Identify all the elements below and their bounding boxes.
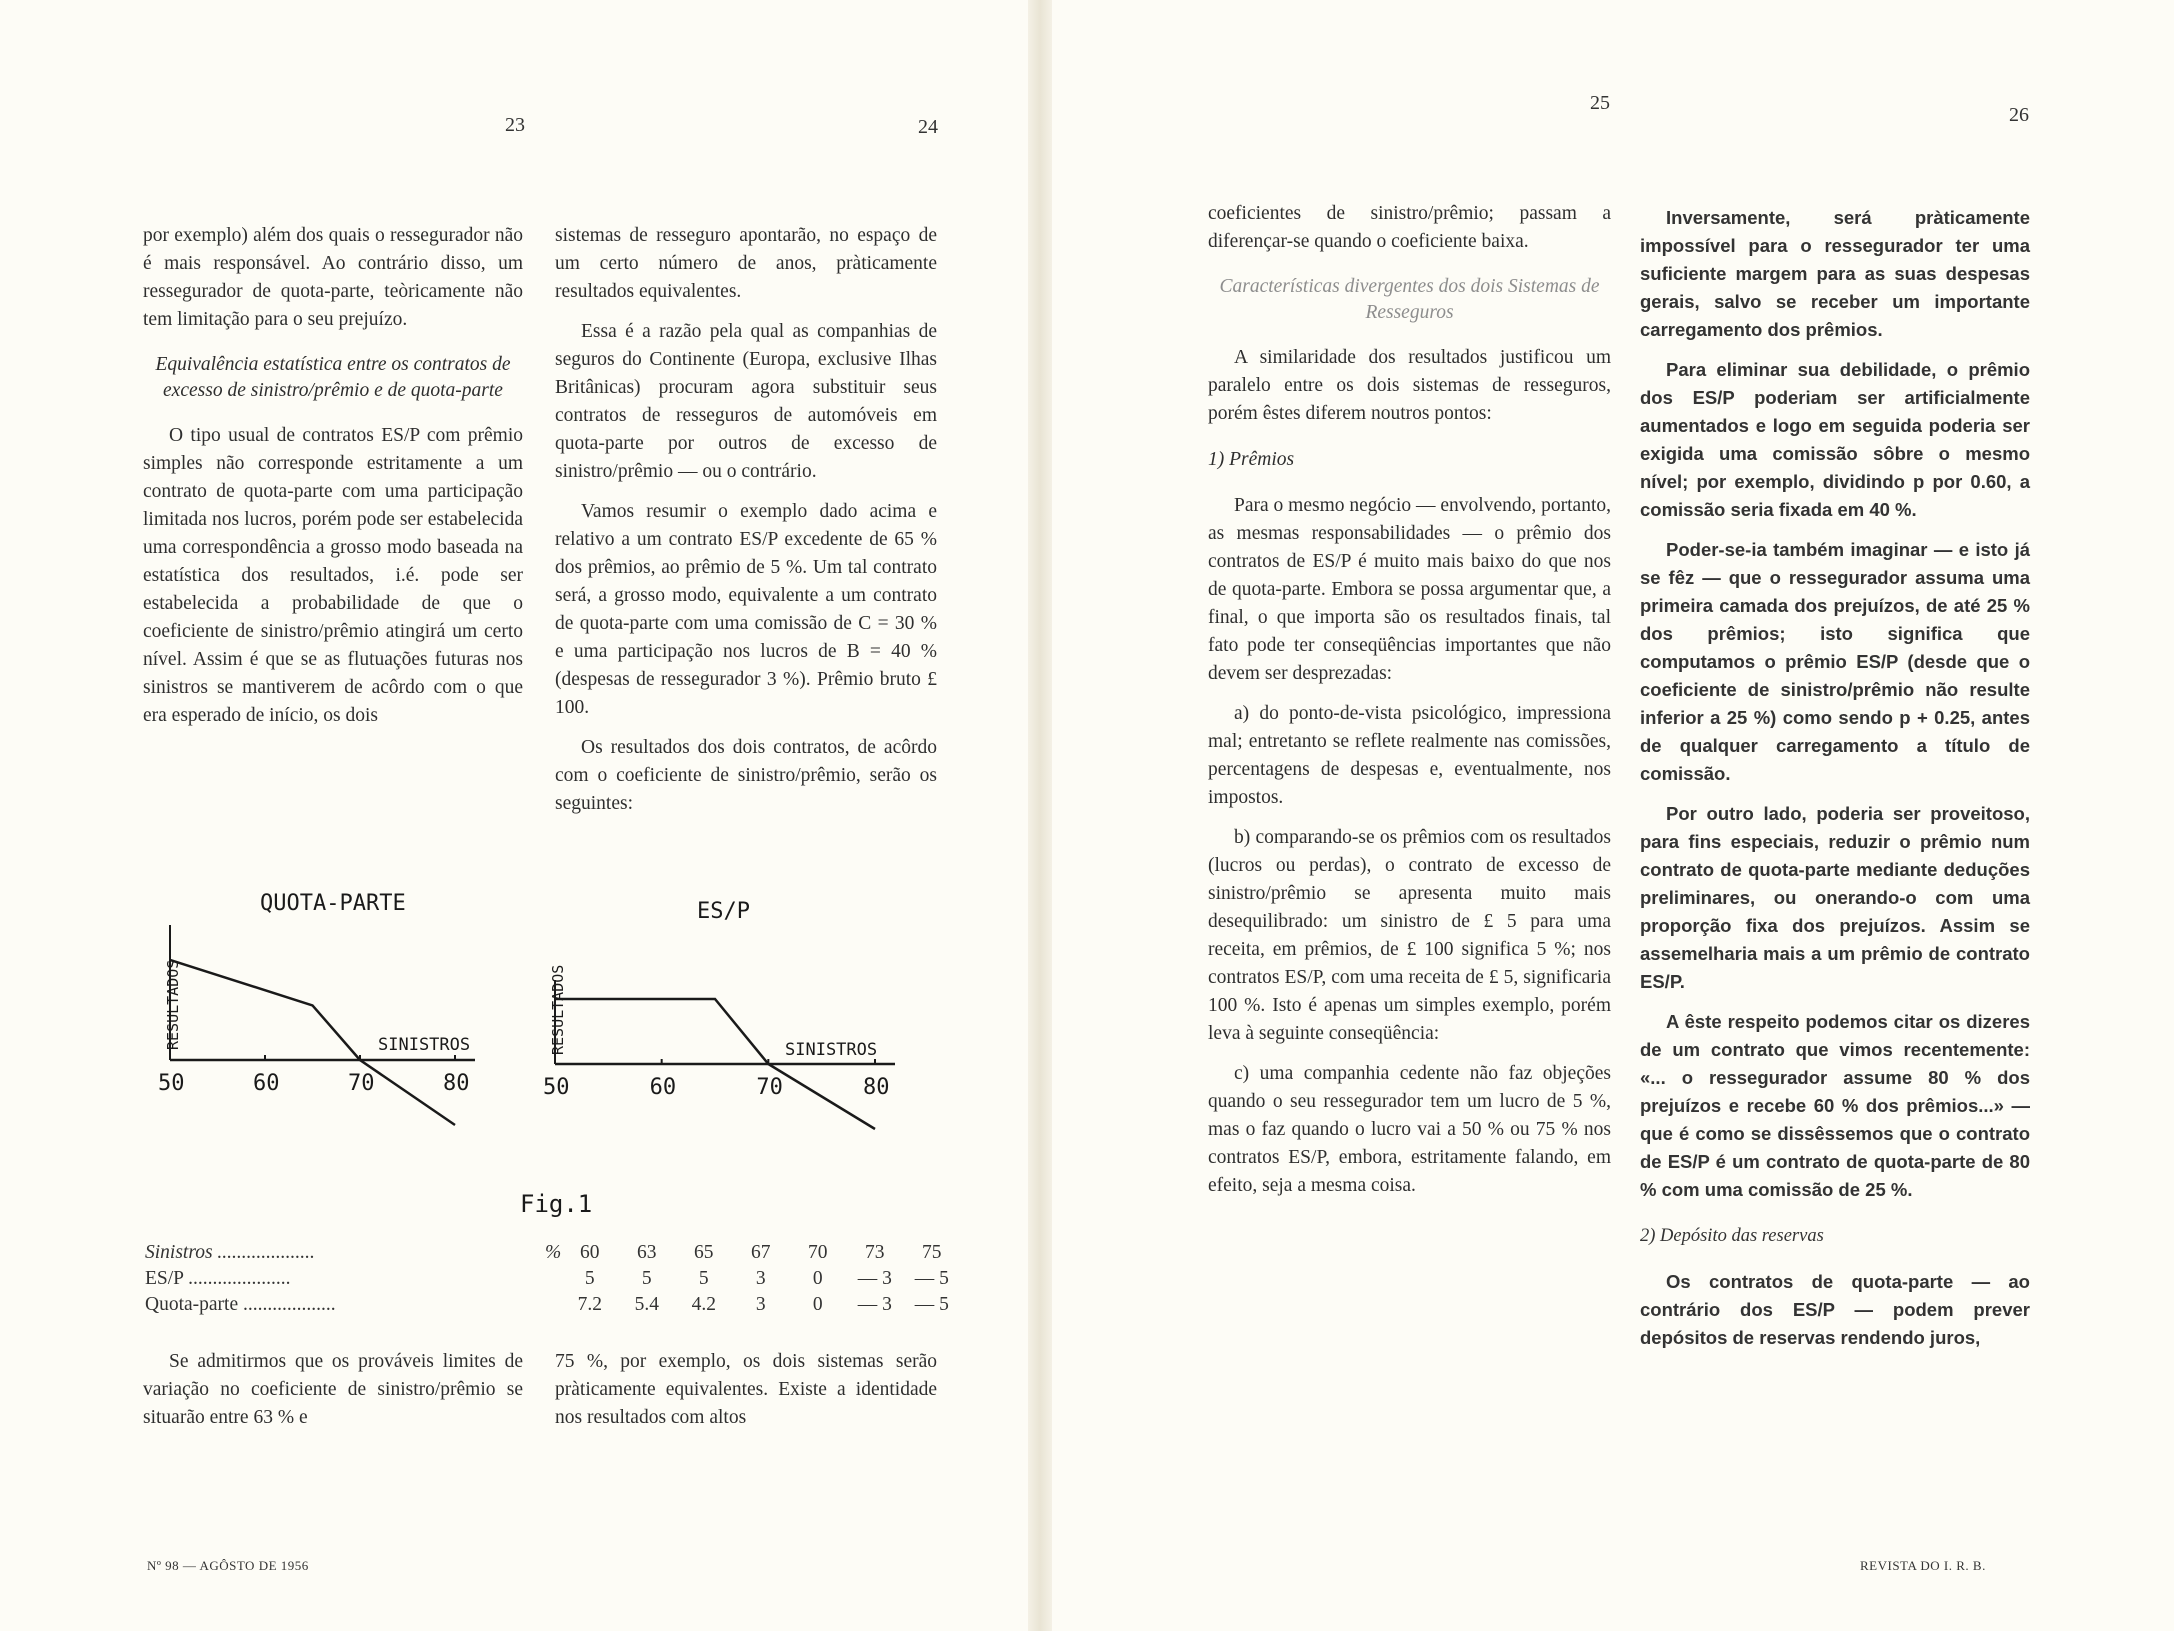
left-tick-label: 50 — [158, 1071, 185, 1096]
page-24-paragraph-4: Os resultados dos dois contratos, de acôrdo com o coeficiente de sinistro/prêmio, serão os seguintes: — [555, 737, 937, 814]
page-25-paragraph-3: Para o mesmo negócio — envolvendo, portanto, as mesmas responsabilidades — o prêmio dos contratos de ES/P é muito mais baixo do que nos de quota-parte. Embora se possa argumentar que, a final, o que importa são os resultados finais, tal fato pode ter conseqüências importantes que não devem ser desprezadas: — [1208, 495, 1611, 684]
page-25-item-c: c) uma companhia cedente não faz objeções quando o seu ressegurador tem um lucro de 5 %, mas o faz quando o lucro vai a 50 % ou 75 % nos contratos ES/P, embora, estritamente falando, em efeito, seja a mesma coisa. — [1208, 1063, 1611, 1196]
page-number-23: 23 — [505, 114, 525, 136]
page-25-subheading-premios: 1) Prêmios — [1208, 449, 1295, 470]
table-cell: 3 — [755, 1294, 766, 1315]
page-23-paragraph-2: O tipo usual de contratos ES/P com prêmio simples não corresponde estritamente a um contrato de quota-parte com uma participação limitada nos lucros, porém pode ser estabelecida uma correspondência a grosso modo baseada na estatística dos resultados, i.é. pode ser estabelecida a probabilidade de que o coeficiente de sinistro/prêmio atingirá um certo nível. Assim é que se as flutuações futuras nos sinistros se mantiverem de acôrdo com o que era esperado de início, os dois — [143, 425, 523, 726]
page-23-bottom — [143, 1348, 523, 1444]
page-25-paragraph-1: coeficientes de sinistro/prêmio; passam a diferençar-se quando o coeficiente baixa. — [1208, 203, 1611, 252]
table-row-unit: % — [545, 1242, 562, 1263]
right-tick-label: 50 — [543, 1075, 570, 1100]
footer-left: Nº 98 — AGÔSTO DE 1956 — [147, 1558, 309, 1573]
page-24-bottom-paragraph: 75 %, por exemplo, os dois sistemas serão pràticamente equivalentes. Existe a identidade nos resultados com altos — [555, 1351, 937, 1428]
left-chart-title: QUOTA-PARTE — [260, 891, 406, 916]
left-tick-label: 70 — [348, 1071, 375, 1096]
table-cell: — 3 — [857, 1268, 892, 1289]
page-26-paragraph-6: Os contratos de quota-parte — ao contrário dos ES/P — podem prever depósitos de reservas rendendo juros, — [1640, 1271, 2030, 1348]
table-cell: 70 — [808, 1242, 828, 1263]
table-cell: 0 — [812, 1294, 823, 1315]
page-26-paragraph-3: Poder-se-ia também imaginar — e isto já se fêz — que o ressegurador assuma uma primeira camada dos prejuízos, de até 25 % dos prêmios; isto significa que computamos o prêmio ES/P (desde que o coeficiente de sinistro/prêmio não resulte inferior a 25 %) como sendo p + 0.25, antes de qualquer carregamento a título de comissão. — [1640, 539, 2030, 784]
table-cell: 4.2 — [691, 1294, 716, 1315]
table-cell: 73 — [865, 1242, 885, 1263]
page-23-column — [143, 222, 523, 742]
table-row-label: ES/P ..................... — [145, 1268, 291, 1289]
page-24-bottom — [555, 1348, 937, 1444]
table-cell: — 5 — [914, 1294, 949, 1315]
page-24-paragraph-3: Vamos resumir o exemplo dado acima e relativo a um contrato ES/P excedente de 65 % dos prêmios, ao prêmio de 5 %. Um tal contrato será, a grosso modo, equivalente a um contrato de quota-parte com uma comissão de C = 30 % e uma participação nos lucros de B = 40 % (despesas de ressegurador 3 %). Prêmio bruto £ 100. — [555, 501, 937, 718]
left-tick-label: 60 — [253, 1071, 280, 1096]
table-cell: 67 — [751, 1242, 771, 1263]
page-26-paragraph-1: Inversamente, será pràticamente impossível para o ressegurador ter uma suficiente margem para as suas despesas gerais, salvo se receber um importante carregamento dos prêmios. — [1640, 207, 2030, 340]
figure-1-svg — [130, 880, 950, 1200]
table-row — [145, 1240, 960, 1266]
table-cell: 65 — [694, 1242, 714, 1263]
table-cell: 5 — [698, 1268, 709, 1289]
table-cell: — 3 — [857, 1294, 892, 1315]
right-tick-label: 80 — [863, 1075, 890, 1100]
table-cell: 5 — [584, 1268, 595, 1289]
binding-gutter — [1028, 0, 1052, 1631]
left-xlabel: SINISTROS — [378, 1035, 471, 1055]
table-cell: 0 — [812, 1268, 823, 1289]
right-tick-label: 60 — [649, 1075, 677, 1100]
page-25-item-a: a) do ponto-de-vista psicológico, impressiona mal; entretanto se reflete realmente nas comissões, percentagens de despesas e, eventualmente, nos impostos. — [1208, 703, 1611, 808]
page-23-heading: Equivalência estatística entre os contratos de excesso de sinistro/prêmio e de quota-parte — [155, 354, 511, 401]
table-row-unit — [545, 1292, 561, 1318]
table-cell: 60 — [580, 1242, 600, 1263]
page-24-paragraph-2: Essa é a razão pela qual as companhias de seguros do Continente (Europa, exclusive Ilhas Britânicas) procuram agora substituir seus contratos de resseguros de automóveis em quota-parte por outros de excesso de sinistro/prêmio — ou o contrário. — [555, 321, 937, 482]
table-cell: 75 — [922, 1242, 942, 1263]
left-ylabel: RESULTADOS — [164, 959, 182, 1050]
table-cell: 7.2 — [577, 1294, 602, 1315]
page-26-paragraph-2: Para eliminar sua debilidade, o prêmio dos ES/P poderiam ser artificialmente aumentados e logo em seguida poderia ser exigida uma comissão sôbre o mesmo nível; por exemplo, dividindo p por 0.60, a comissão seria fixada em 40 %. — [1640, 359, 2030, 520]
page-26-column — [1640, 204, 2030, 1364]
page-25-heading: Características divergentes dos dois Sistemas de Resseguros — [1219, 276, 1600, 323]
table-row-label: Quota-parte ................... — [145, 1294, 336, 1315]
page-23-bottom-paragraph: Se admitirmos que os prováveis limites de variação no coeficiente de sinistro/prêmio se situarão entre 63 % e — [143, 1351, 523, 1428]
page-23-paragraph-1: por exemplo) além dos quais o ressegurador não é mais responsável. Ao contrário disso, um ressegurador de quota-parte, teòricamente não tem limitação para o seu prejuízo. — [143, 225, 523, 330]
table-cell: 5.4 — [634, 1294, 659, 1315]
table-row — [145, 1266, 960, 1292]
figure-1 — [130, 880, 950, 1200]
right-tick-label: 70 — [756, 1075, 783, 1100]
table-row — [145, 1292, 960, 1318]
page-25-item-b: b) comparando-se os prêmios com os resultados (lucros ou perdas), o contrato de excesso de sinistro/prêmio se apresenta muito mais desequilibrado: um sinistro de £ 5 para uma receita, em prêmios, de £ 100 significa 5 %; nos contratos ES/P, com uma receita de £ 5, significaria 100 %. Isto é apenas um simples exemplo, porém leva à seguinte conseqüência: — [1208, 827, 1611, 1044]
table-cell: 63 — [637, 1242, 657, 1263]
page-26-paragraph-5: A êste respeito podemos citar os dizeres de um contrato que vimos recentemente: «... o ressegurador assume 80 % dos prejuízos e recebe 60 % dos prêmios...» — que é como se dissêssemos que o contrato de ES/P é um contrato de quota-parte de 80 % com uma comissão de 25 %. — [1640, 1011, 2030, 1200]
page-number-24: 24 — [918, 116, 938, 138]
left-tick-label: 80 — [443, 1071, 470, 1096]
page-number-26: 26 — [2009, 104, 2029, 126]
right-xlabel: SINISTROS — [785, 1040, 878, 1060]
table-cell: — 5 — [914, 1268, 949, 1289]
right-chart-title: ES/P — [697, 899, 750, 924]
table-row-label: Sinistros .................... — [145, 1242, 315, 1263]
page-25-column — [1208, 200, 1611, 1212]
page-24-column — [555, 222, 937, 830]
page-26-subheading-deposito: 2) Depósito das reservas — [1640, 1226, 1824, 1246]
right-ylabel: RESULTADOS — [549, 964, 567, 1055]
table-cell: 3 — [755, 1268, 766, 1289]
figure-caption: Fig.1 — [520, 1190, 593, 1218]
page-25-paragraph-2: A similaridade dos resultados justificou um paralelo entre os dois sistemas de resseguros, porém êstes diferem noutros pontos: — [1208, 347, 1611, 424]
page-26-paragraph-4: Por outro lado, poderia ser proveitoso, para fins especiais, reduzir o prêmio num contrato de quota-parte mediante deduções preliminares, ou onerando-o com uma proporção fixa dos prejuízos. Assim se assemelharia mais a um prêmio de contrato ES/P. — [1640, 803, 2030, 992]
footer-right: REVISTA DO I. R. B. — [1860, 1558, 1986, 1573]
table-row-unit — [545, 1266, 561, 1292]
results-table — [145, 1240, 960, 1318]
page-24-paragraph-1: sistemas de resseguro apontarão, no espaço de um certo número de anos, pràticamente resultados equivalentes. — [555, 225, 937, 302]
table-cell: 5 — [641, 1268, 652, 1289]
page-number-25: 25 — [1590, 92, 1610, 114]
